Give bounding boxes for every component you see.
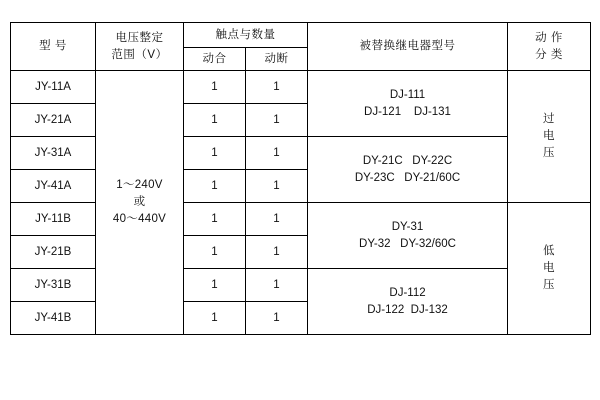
cell-contacts-break: 1	[246, 302, 308, 335]
cell-contacts-break: 1	[246, 170, 308, 203]
cell-replaced-relay	[308, 203, 508, 269]
replaced-line: DJ-122 DJ-132	[367, 303, 448, 316]
cell-model: JY-11A	[11, 71, 96, 104]
voltage-range-line2: 或	[133, 196, 146, 209]
cell-model: JY-31A	[11, 137, 96, 170]
replaced-line: DJ-111	[389, 88, 426, 101]
cell-contacts-break: 1	[246, 269, 308, 302]
cell-contacts-break: 1	[246, 236, 308, 269]
replaced-line: DY-32 DY-32/60C	[359, 237, 456, 250]
cell-contacts-make: 1	[184, 71, 246, 104]
replaced-line: DY-31	[391, 220, 424, 233]
header-contacts-make: 动合	[184, 48, 246, 71]
cell-contacts-break: 1	[246, 203, 308, 236]
action-class-char: 压	[543, 278, 555, 291]
table-header-row-1	[11, 23, 591, 48]
header-action-line2: 分 类	[535, 48, 563, 61]
cell-model: JY-21A	[11, 104, 96, 137]
cell-contacts-break: 1	[246, 71, 308, 104]
cell-contacts-make: 1	[184, 170, 246, 203]
header-voltage-setting	[96, 23, 184, 71]
cell-contacts-make: 1	[184, 203, 246, 236]
cell-contacts-make: 1	[184, 137, 246, 170]
header-model: 型 号	[11, 23, 96, 71]
cell-contacts-break: 1	[246, 137, 308, 170]
header-replaced-relay: 被替换继电器型号	[308, 23, 508, 71]
header-action-class	[508, 23, 591, 71]
cell-model: JY-41A	[11, 170, 96, 203]
cell-contacts-make: 1	[184, 302, 246, 335]
cell-action-class	[508, 71, 591, 203]
header-contacts-group: 触点与数量	[184, 23, 308, 48]
header-action-line1: 动 作	[535, 31, 563, 44]
action-class-char: 压	[543, 146, 555, 159]
cell-model: JY-31B	[11, 269, 96, 302]
voltage-range-line1: 1～240V	[116, 179, 163, 192]
cell-action-class	[508, 203, 591, 335]
header-contacts-break: 动断	[246, 48, 308, 71]
relay-spec-table	[10, 22, 591, 335]
header-voltage-setting-line2: 范围（V）	[111, 48, 168, 61]
action-class-char: 低	[543, 245, 555, 258]
cell-voltage-range	[96, 71, 184, 335]
replaced-line: DJ-121 DJ-131	[364, 105, 451, 118]
cell-model: JY-41B	[11, 302, 96, 335]
table-row	[11, 71, 591, 104]
cell-contacts-make: 1	[184, 104, 246, 137]
replaced-line: DJ-112	[389, 286, 426, 299]
cell-contacts-make: 1	[184, 236, 246, 269]
cell-contacts-break: 1	[246, 104, 308, 137]
header-voltage-setting-line1: 电压整定	[115, 31, 164, 44]
cell-model: JY-21B	[11, 236, 96, 269]
cell-contacts-make: 1	[184, 269, 246, 302]
action-class-char: 电	[543, 130, 555, 143]
replaced-line: DY-21C DY-22C	[362, 154, 453, 167]
cell-replaced-relay	[308, 137, 508, 203]
action-class-char: 过	[543, 113, 555, 126]
cell-replaced-relay	[308, 269, 508, 335]
action-class-char: 电	[543, 262, 555, 275]
cell-model: JY-11B	[11, 203, 96, 236]
cell-replaced-relay	[308, 71, 508, 137]
voltage-range-line3: 40～440V	[112, 212, 167, 225]
replaced-line: DY-23C DY-21/60C	[354, 171, 461, 184]
